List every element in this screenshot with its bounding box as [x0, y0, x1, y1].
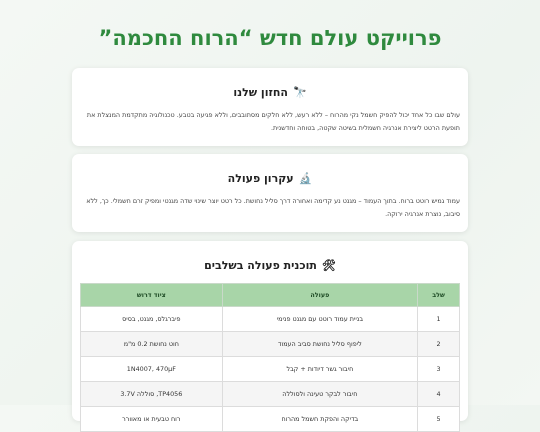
cell-equipment: 1N4007, 470μF [81, 357, 223, 382]
plan-card [72, 241, 468, 421]
principle-heading [72, 172, 468, 185]
page-title: פרוייקט עולם חדש “הרוח החכמה” [98, 26, 442, 50]
plan-heading [72, 259, 468, 272]
cell-step: 4 [418, 382, 460, 407]
cell-action: בדיקה והפקת חשמל מהרוח [222, 407, 417, 432]
cell-action: חיבור גשר דיודות + קבל [222, 357, 417, 382]
vision-card [72, 68, 468, 146]
tools-icon: 🛠 [321, 259, 336, 272]
principle-text: עמוד גמיש רוטט ברוח. בתוך העמוד – מגנט נע קדימה ואחורה דרך סליל נחושת. כל רטט יוצר שינוי שדה מגנטי ומפיק זרם חשמלי. כך, ללא סיבוב, נוצרת אנרגיה ירוקה. [86, 197, 460, 218]
vision-text: עולם שבו כל אחד יכול להפיק חשמל נקי מהרוח – ללא רעש, ללא חלקים מסתובבים, וללא פגיעה בטבע. טכנולוגיה מתקדמת המנצלת את תופעת הרטט ליצירת אנרגיה חשמלית בשיטה שקטה, בטוחה וחדשנית. [86, 111, 460, 132]
header-action: פעולה [222, 284, 417, 307]
vision-heading [72, 86, 468, 99]
cell-equipment: חוט נחושת 0.2 מ"מ [81, 332, 223, 357]
cell-step: 1 [418, 307, 460, 332]
table-row [81, 332, 460, 357]
table-row [81, 382, 460, 407]
table-row [81, 307, 460, 332]
telescope-icon: 🔭 [292, 86, 307, 99]
cell-equipment: רוח טבעית או מאוורר [81, 407, 223, 432]
cell-action: בניית עמוד רוטט עם מגנט פנימי [222, 307, 417, 332]
plan-table [80, 283, 460, 432]
cell-step: 2 [418, 332, 460, 357]
cell-step: 3 [418, 357, 460, 382]
cell-action: ליפוף סליל נחושת סביב העמוד [222, 332, 417, 357]
cell-equipment: פיברגלס, מגנט, בסיס [81, 307, 223, 332]
table-row [81, 357, 460, 382]
table-header-row [81, 284, 460, 307]
cell-action: חיבור לבקר טעינה ולסוללה [222, 382, 417, 407]
principle-card [72, 154, 468, 232]
header-equipment: ציוד דרוש [81, 284, 223, 307]
vision-title: החזון שלנו [233, 86, 288, 99]
table-row [81, 407, 460, 432]
cell-step: 5 [418, 407, 460, 432]
cell-equipment: TP4056, סוללה 3.7V [81, 382, 223, 407]
header-step: שלב [418, 284, 460, 307]
principle-title: עקרון פעולה [227, 172, 294, 185]
plan-title: תוכנית פעולה בשלבים [204, 259, 317, 272]
microscope-icon: 🔬 [298, 172, 313, 185]
